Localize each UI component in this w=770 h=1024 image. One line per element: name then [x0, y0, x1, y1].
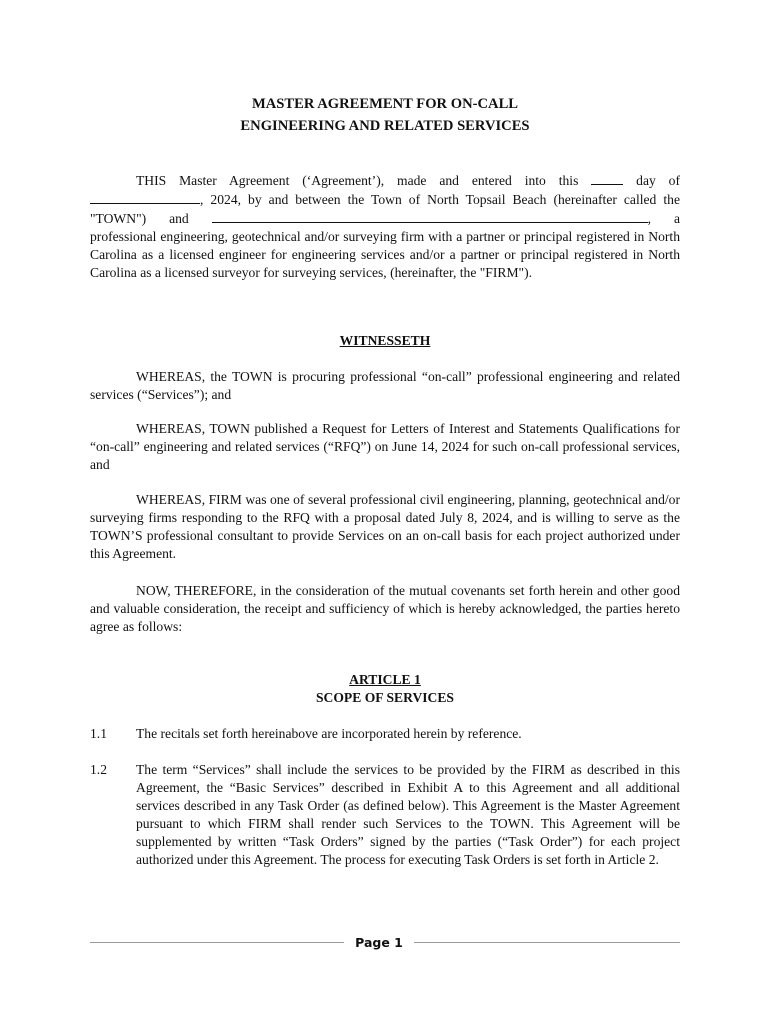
- footer-rule-right: [414, 942, 680, 943]
- month-blank: [90, 190, 200, 204]
- intro-text-4: , a professional engineering, geotechnical and/or surveying firm with a partner or principal registered in North Carolina as a licensed engineer for engineering services and/or a partner or principal registered in North Carolina as a licensed surveyor for surveying services, (hereinafter, the "FIRM").: [90, 211, 680, 280]
- whereas-paragraph-3: WHEREAS, FIRM was one of several professional civil engineering, planning, geotechnical and/or surveying firms responding to the RFQ with a proposal dated July 8, 2024, and is willing to serve as the TOWN’S professional consultant to provide Services on an on-call basis for each project authorized under this Agreement.: [90, 492, 680, 561]
- title-line-1: MASTER AGREEMENT FOR ON-CALL: [251, 96, 519, 112]
- day-blank: [591, 171, 623, 185]
- now-therefore-paragraph: NOW, THEREFORE, in the consideration of the mutual covenants set forth herein and other good and valuable consideration, the receipt and sufficiency of which is hereby acknowledged, the parties hereto agree as follows:: [90, 583, 680, 634]
- intro-text-1: THIS Master Agreement (‘Agreement’), made and entered into this: [136, 173, 579, 188]
- page-number: Page 1: [355, 935, 403, 950]
- footer-rule-left: [90, 942, 344, 943]
- firm-name-blank: [212, 209, 648, 223]
- intro-text-3: , 2024, by and between the Town of North Topsail Beach (hereinafter called the "TOWN") and: [90, 192, 680, 226]
- document-title: [90, 93, 680, 137]
- section-1-1: [90, 725, 680, 743]
- article-heading: ARTICLE 1: [349, 672, 421, 687]
- section-1-2: [90, 761, 680, 869]
- section-text: The term “Services” shall include the services to be provided by the FIRM as described in this Agreement, the “Basic Services” described in Exhibit A to this Agreement and all additional services described in any Task Order (as defined below). This Agreement is the Master Agreement pursuant to which FIRM shall render such Services to the TOWN. This Agreement will be supplemented by written “Task Orders” signed by the parties (“Task Order”) for each project authorized under this Agreement. The process for executing Task Orders is set forth in Article 2.: [136, 762, 680, 867]
- section-text: The recitals set forth hereinabove are incorporated herein by reference.: [136, 726, 522, 741]
- whereas-paragraph-1: WHEREAS, the TOWN is procuring professional “on-call” professional engineering and related services (“Services”); and: [90, 369, 680, 402]
- page-footer: [90, 932, 680, 954]
- section-number: 1.1: [90, 726, 107, 741]
- whereas-paragraph-2: WHEREAS, TOWN published a Request for Letters of Interest and Statements Qualifications for “on-call” engineering and related services (“RFQ”) on June 14, 2024 for such on-call professional services, and: [90, 421, 680, 472]
- title-line-2: ENGINEERING AND RELATED SERVICES: [240, 118, 530, 134]
- article-subheading: SCOPE OF SERVICES: [315, 690, 454, 705]
- intro-text-2: day of: [636, 173, 681, 188]
- intro-paragraph: [90, 171, 680, 282]
- document-page: [90, 0, 680, 1024]
- witnesseth-heading: WITNESSETH: [339, 333, 431, 348]
- section-number: 1.2: [90, 762, 107, 777]
